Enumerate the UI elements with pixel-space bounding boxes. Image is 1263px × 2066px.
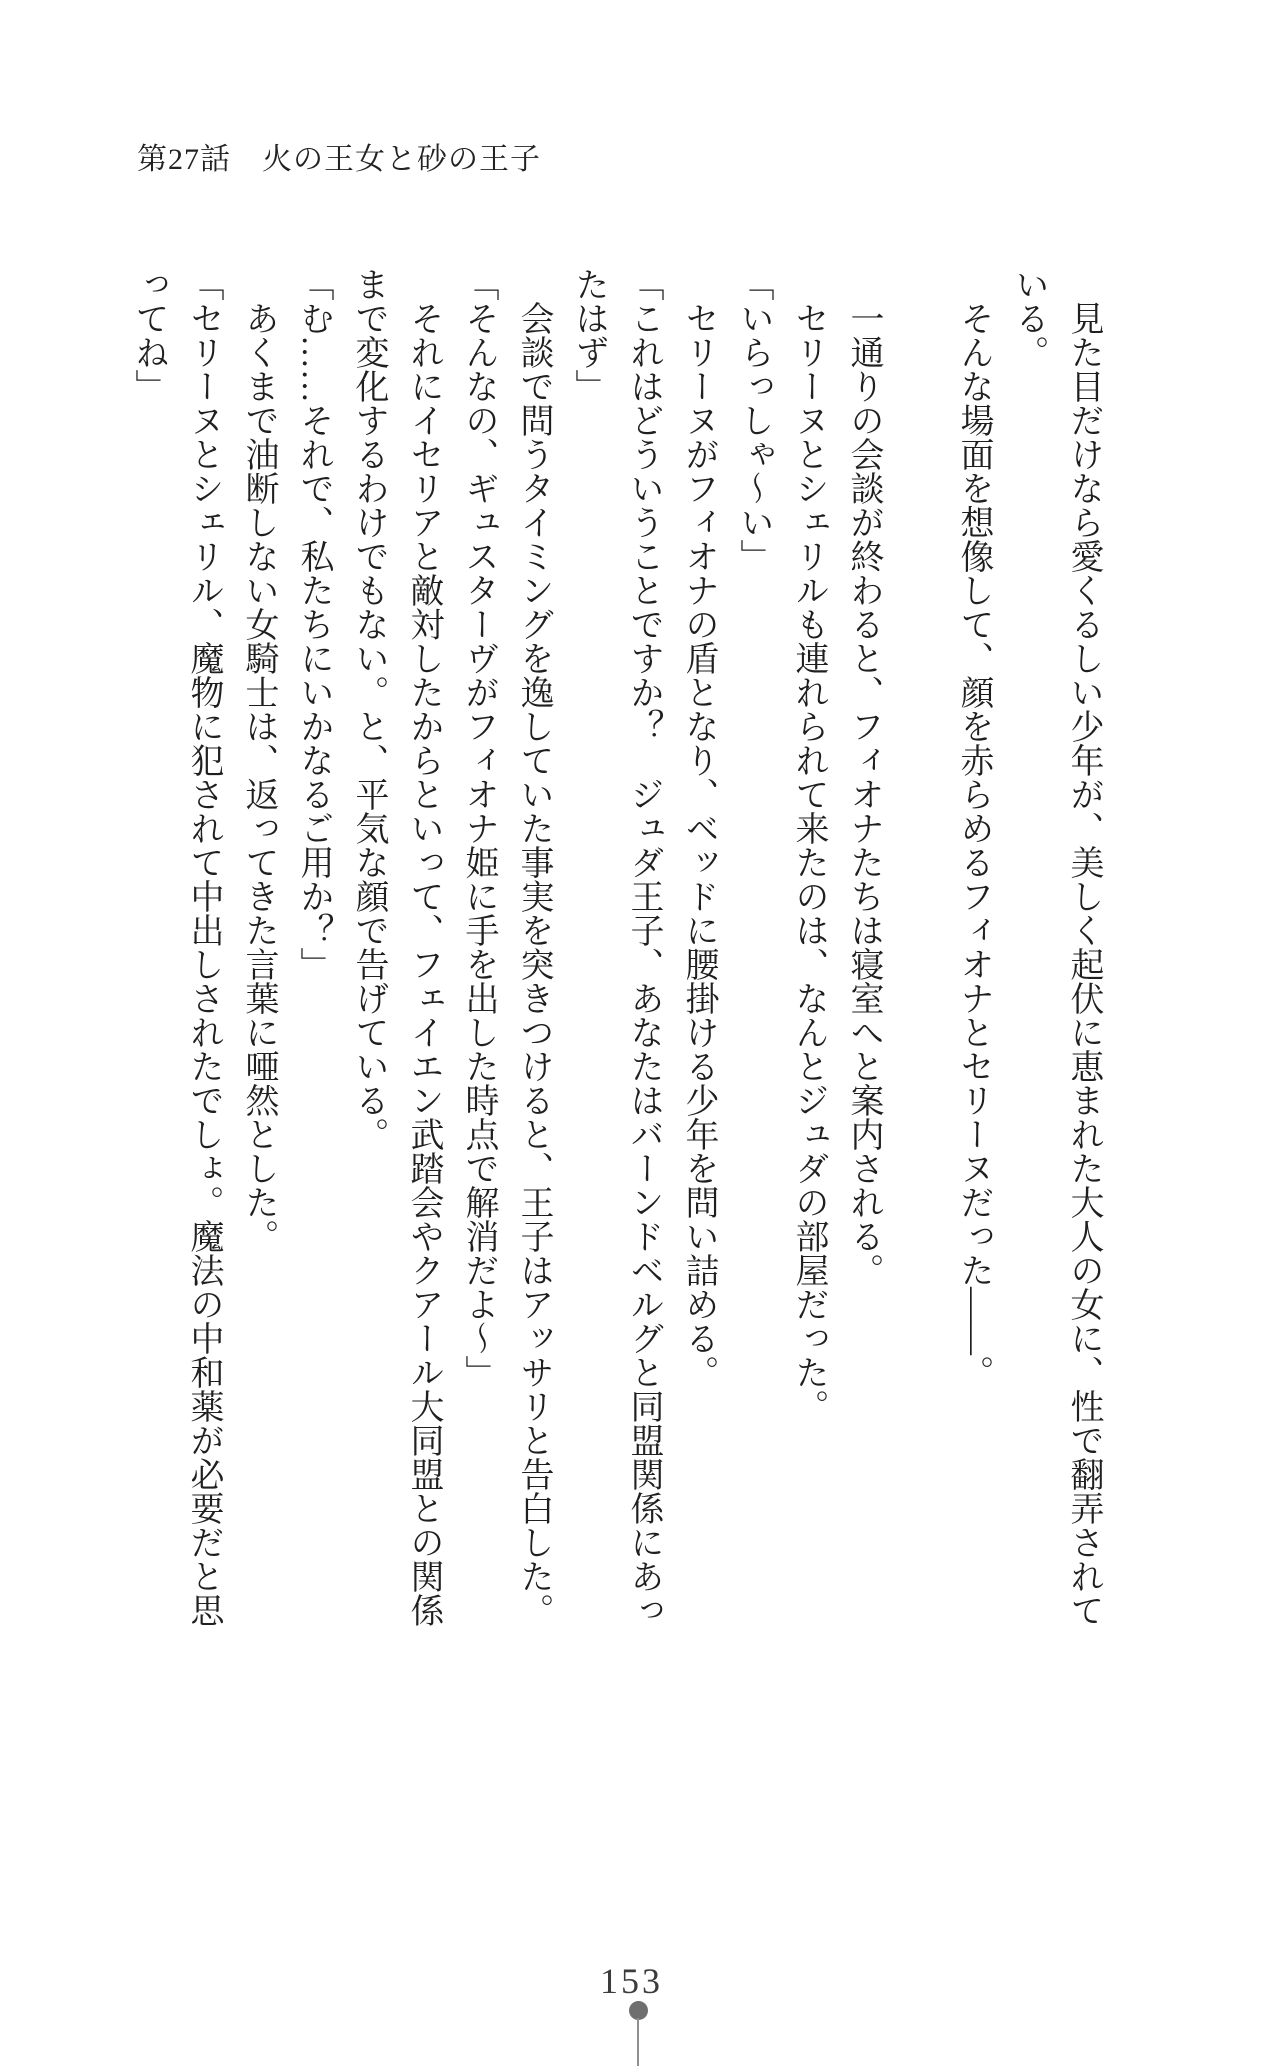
paragraph: 一通りの会談が終わると、フィオナたちは寝室へと案内される。 xyxy=(845,267,882,1287)
paragraph: そんな場面を想像して、顔を赤らめるフィオナとセリーヌだった――。 xyxy=(955,267,992,1389)
paragraph: 「む……それで、私たちにいかなるご用か？」 xyxy=(295,267,332,981)
paragraph: 「セリーヌとシェリル、魔物に犯されて中出しされたでしょ。魔法の中和薬が必要だと思ってね」 xyxy=(130,267,222,1627)
paragraph: 「そんなの、ギュスターヴがフィオナ姫に手を出した時点で解消だよ～」 xyxy=(460,267,497,1389)
page-number: 153 xyxy=(600,1961,663,2001)
paragraph: 見た目だけなら愛くるしい少年が、美しく起伏に恵まれた大人の女に、性で翻弄されている。 xyxy=(1010,267,1102,1627)
footer-line xyxy=(637,2018,639,2066)
chapter-title: 第27話 火の王女と砂の王子 xyxy=(137,143,541,176)
paragraph: 会談で問うタイミングを逸していた事実を突きつけると、王子はアッサリと告白した。 xyxy=(515,267,552,1627)
main-text xyxy=(121,267,1111,1639)
paragraph: セリーヌとシェリルも連れられて来たのは、なんとジュダの部屋だった。 xyxy=(790,267,827,1423)
paragraph: それにイセリアと敵対したからといって、フェイエン武踏会やクアール大同盟との関係まで変化するわけでもない。と、平気な顔で告げている。 xyxy=(350,267,442,1627)
paragraph: セリーヌがフィオナの盾となり、ベッドに腰掛ける少年を問い詰める。 xyxy=(680,267,717,1389)
paragraph: あくまで油断しない女騎士は、返ってきた言葉に唖然とした。 xyxy=(240,267,277,1253)
blank-line xyxy=(891,267,946,1639)
paragraph: 「いらっしゃ～い」 xyxy=(735,267,772,573)
paragraph: 「これはどういうことですか？ ジュダ王子、あなたはバーンドベルグと同盟関係にあったはず」 xyxy=(570,267,662,1627)
